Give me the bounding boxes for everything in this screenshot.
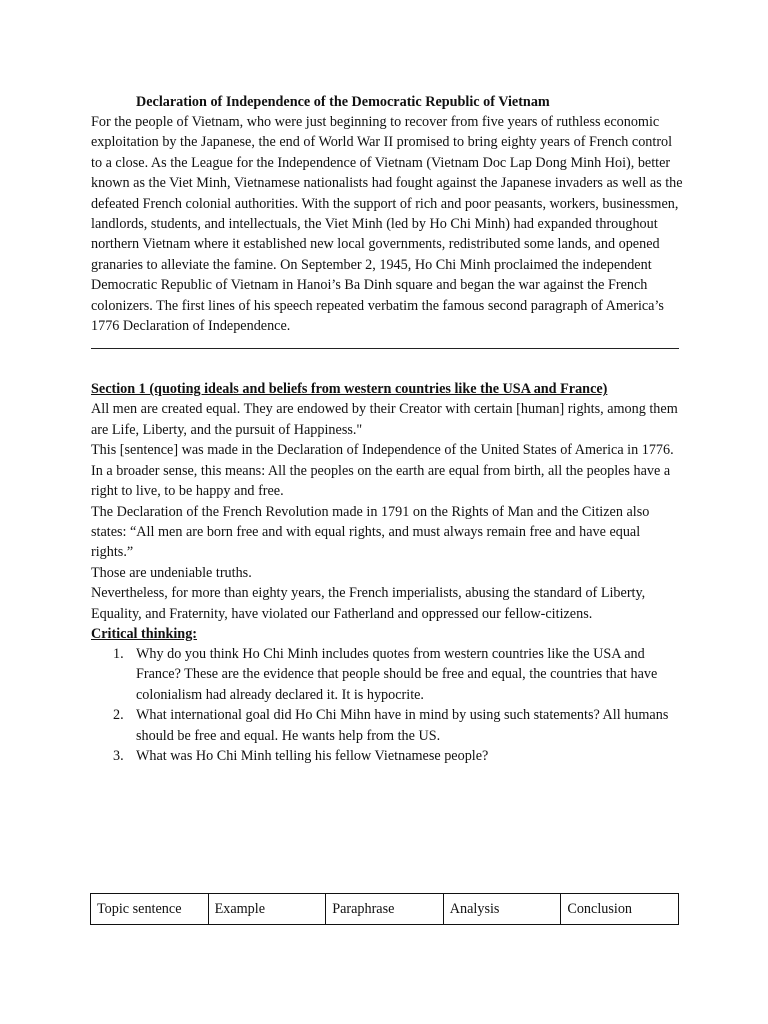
document-body (91, 92, 683, 766)
rubric-table (90, 893, 679, 925)
question-item (91, 644, 683, 705)
question-text: Why do you think Ho Chi Minh includes quotes from western countries like the USA and France? These are the evidence that people should be free and equal, the countries that have colonialism had already declared it. It is hypocrite. (136, 645, 658, 703)
question-list (91, 644, 683, 766)
question-text: What was Ho Chi Minh telling his fellow Vietnamese people? (136, 747, 489, 764)
question-item (91, 746, 683, 766)
section-1-paragraph: Nevertheless, for more than eighty years, the French imperialists, abusing the standard of Liberty, Equality, and Fraternity, have violated our Fatherland and oppressed our fellow-citizens. (91, 585, 646, 622)
table-header-cell: Topic sentence (91, 894, 209, 925)
table-header-cell: Conclusion (561, 894, 679, 925)
question-number: 1. (113, 645, 124, 662)
question-text: What international goal did Ho Chi Mihn have in mind by using such statements? All humans should be free and equal. He wants help from the US. (136, 707, 669, 744)
section-1-paragraph: This [sentence] was made in the Declaration of Independence of the United States of America in 1776. In a broader sense, this means: All the peoples on the earth are equal from birth, all the peoples have a right to live, to be happy and free. (91, 442, 674, 500)
question-item (91, 705, 683, 746)
critical-thinking-heading: Critical thinking: (91, 625, 198, 642)
section-divider (91, 348, 679, 349)
question-number: 3. (113, 747, 124, 764)
table-header-cell: Paraphrase (326, 894, 444, 925)
document-title: Declaration of Independence of the Democratic Republic of Vietnam (136, 94, 550, 110)
intro-paragraph: For the people of Vietnam, who were just beginning to recover from five years of ruthless economic exploitation by the Japanese, the end of World War II promised to bring eighty years of French control to a close. As the League for the Independence of Vietnam (Vietnam Doc Lap Dong Minh Hoi), better known as the Viet Minh, Vietnamese nationalists had fought against the Japanese invaders as well as the defeated French colonial authorities. With the support of rich and poor peasants, workers, businessmen, landlords, students, and intellectuals, the Viet Minh (led by Ho Chi Minh) had expanded throughout northern Vietnam where it established new local governments, redistributed some lands, and opened granaries to alleviate the famine. On September 2, 1945, Ho Chi Minh proclaimed the independent Democratic Republic of Vietnam in Hanoi’s Ba Dinh square and began the war against the French colonizers. The first lines of his speech repeated verbatim the famous second paragraph of America’s 1776 Declaration of Independence. (91, 114, 683, 335)
question-number: 2. (113, 707, 124, 724)
table-row (91, 894, 679, 925)
section-1-paragraph: Those are undeniable truths. (91, 564, 252, 581)
table-header-cell: Example (208, 894, 326, 925)
section-1-heading: Section 1 (quoting ideals and beliefs from western countries like the USA and France) (91, 381, 608, 398)
section-1-paragraph: All men are created equal. They are endowed by their Creator with certain [human] rights, among them are Life, Liberty, and the pursuit of Happiness." (91, 401, 678, 438)
section-1-paragraph: The Declaration of the French Revolution made in 1791 on the Rights of Man and the Citizen also states: “All men are born free and with equal rights, and must always remain free and have equal rights.” (91, 503, 650, 561)
table-header-cell: Analysis (443, 894, 561, 925)
